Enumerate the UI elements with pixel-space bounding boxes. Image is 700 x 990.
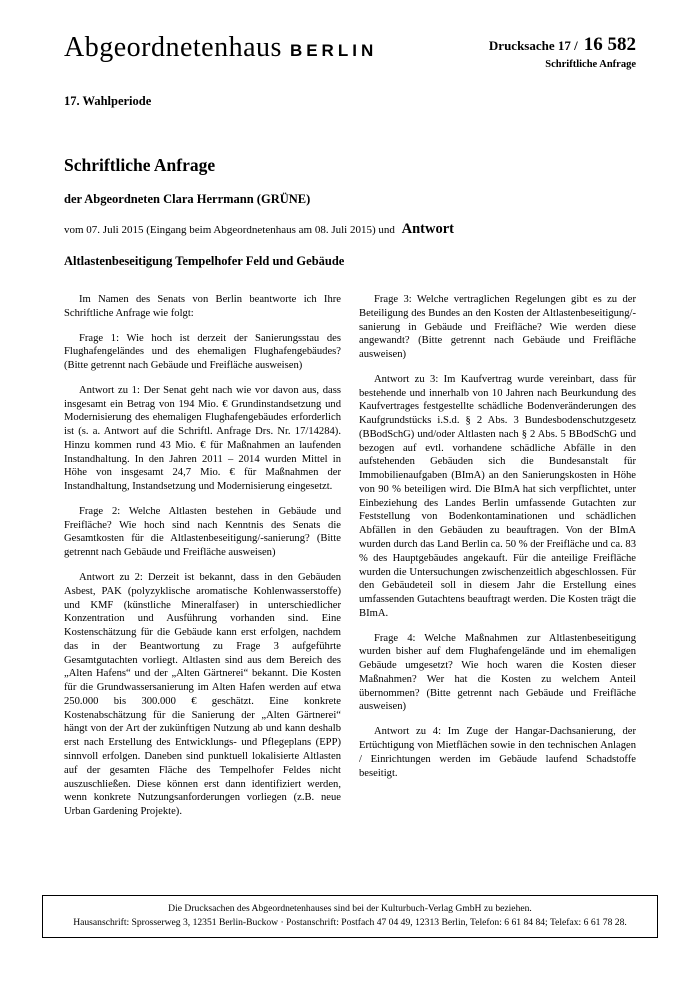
body-right-column (359, 293, 636, 830)
paragraph: Antwort zu 2: Derzeit ist bekannt, dass in den Gebäuden Asbest, PAK (polyzyklische aromatische Kohlenwasserstoffe) und KMF (künstliche Mineralfaser) in unterschiedlicher Konzentration und Ausführung vorhanden sind. Eine Kostenschätzung für die Gebäude kann erst erfolgen, nachdem das in der Beantwortung zu Frage 3 aufgeführte Gesamtgutachten vorliegt. Altlasten sind aus dem Bereich des „Alten Hafens“ und der „Alten Gärtnerei“ bekannt. Die Kosten für die Grundwassersanierung im Alten Hafen werden auf etwa 250.000 bis 300.000 € geschätzt. Eine konkrete Kostenabschätzung für die Sanierung der „Alten Gärtnerei“ hängt von der Art der zukünftigen Nutzung ab und kann deshalb erst nach Erstellung des Entwicklungs- und Pflegeplans (EPP) sinnvoll erfolgen. Daneben sind punktuell lokalisierte Altlasten auf der gesamten Fläche des Tempelhofer Feldes nicht auszuschließen. Diese können erst dann identifiziert werden, wenn konkrete Nutzungsanforderungen vorliegen (z.B. neue Urban Gardening Projekte). (64, 572, 341, 818)
antwort-label: Antwort (401, 221, 454, 237)
document-title: Schriftliche Anfrage (64, 155, 216, 175)
doc-type-label: Schriftliche Anfrage (545, 59, 636, 70)
title-block (0, 155, 700, 269)
paragraph: Frage 3: Welche vertraglichen Regelungen gibt es zu der Beteiligung des Bundes an den Kosten der Altlastenbeseitigung/-sanierung in Gebäude und Freifläche? Wie werden diese angewandt? (Bitte getrennt nach Gebäude und Freifläche ausweisen) (359, 294, 636, 361)
drucksache-line (489, 34, 636, 56)
paragraph: Frage 2: Welche Altlasten bestehen in Gebäude und Freifläche? Wie hoch sind nach Kenntnis des Senats die Gesamtkosten für die Altlastenbeseitigung/-sanierung? (Bitte getrennt nach Gebäude und Freifläche ausweisen) (64, 505, 341, 559)
footer-box (42, 895, 658, 938)
paragraph: Frage 4: Welche Maßnahmen zur Altlastenbeseitigung wurden bisher auf dem Flughafengelände und im ehemaligen Gebäude umgesetzt? Wie hoch waren die Kosten dieser Maßnahmen? Wer hat die Kosten zu welchem Anteil übernommen? (Bitte getrennt nach Gebäude und Freifläche ausweisen) (359, 632, 636, 713)
wahlperiode-label: 17. Wahlperiode (64, 94, 152, 108)
document-header (0, 0, 700, 70)
logo-berlin: BERLIN (289, 41, 378, 60)
date-line (64, 221, 636, 238)
paragraph: Frage 1: Wie hoch ist derzeit der Sanierungsstau des Flughafengeländes und des ehemaligen Flughafengebäudes? (Bitte getrennt nach Gebäude und Freifläche ausweisen) (64, 332, 341, 372)
paragraph: Antwort zu 4: Im Zuge der Hangar-Dachsanierung, der Ertüchtigung von Mietflächen sowie in den technischen Anlagen / Einrichtungen werden im Gebäude laufend Schadstoffe beseitigt. (359, 726, 636, 779)
paragraph: Im Namen des Senats von Berlin beantworte ich Ihre Schriftliche Anfrage wie folgt: (64, 294, 341, 319)
date-text: vom 07. Juli 2015 (Eingang beim Abgeordnetenhaus am 08. Juli 2015) und (64, 224, 395, 236)
drucksache-number: 16 582 (583, 34, 636, 55)
logo (64, 32, 377, 64)
footer-line-1: Die Drucksachen des Abgeordnetenhauses sind bei der Kulturbuch-Verlag GmbH zu beziehen. (168, 903, 532, 915)
drucksache-reference (489, 34, 636, 70)
logo-abgeordnetenhaus: Abgeordnetenhaus (64, 32, 282, 63)
paragraph: Antwort zu 3: Im Kaufvertrag wurde vereinbart, dass für bestehende und innerhalb von 10 Jahren nach Beurkundung des Kaufvertrages festgestellte schädliche Bodenveränderungen des Kaufgrundstücks i.S.d. § 2 Abs. 3 Bundesbodenschutzgesetz (BBodSchG) und/oder Altlasten nach § 2 Abs. 5 BBodSchG und bezogen auf evtl. vorhandene schädliche Abfälle in den aufstehenden Gebäuden sich die Bundesanstalt für Immobilienaufgaben (BImA) an den Sanierungskosten in Höhe von 90 % beteiligen wird. Die BImA hat sich verpflichtet, unter Einbeziehung des Landes Berlin umfassende Gutachten zur Feststellung von Bodenkontaminationen und schädlichen Abfällen in den Gebäuden zu beauftragen. Von der BImA wurden durch das Land Berlin ca. 50 % der Freifläche und ca. 83 % des Hauptgebäudes angekauft. Für die anteilige Freifläche wurden die Untersuchungen zwischenzeitlich abgeschlossen. Für den Gebäudeteil soll in diesem Jahr die Erstellung eines umfassenden Gutachtens beauftragt werden. Die Kosten trägt die BImA. (359, 373, 636, 619)
subject-line: Altlastenbeseitigung Tempelhofer Feld und Gebäude (64, 254, 345, 268)
paragraph: Antwort zu 1: Der Senat geht nach wie vor davon aus, dass insgesamt ein Betrag von 194 Mio. € Grundinstandsetzung und Modernisierung des ehemaligen Flughafengebäudes erforderlich ist (s. a. Antwort auf die Schriftl. Anfrage Drs. Nr. 17/14284). Hinzu kommen rund 43 Mio. € für Maßnahmen an laufenden Instandhaltung. In den Jahren 2011 – 2014 wurden Mittel in Höhe von insgesamt 24,7 Mio. € für Maßnahmen der Instandhaltung, Instandsetzung und Modernisierung eingesetzt. (64, 384, 341, 493)
footer-line-2: Hausanschrift: Sprosserweg 3, 12351 Berlin-Buckow · Postanschrift: Postfach 47 04 49, 12313 Berlin, Telefon: 6 61 84 84; Telefax: 6 61 78 28. (73, 917, 627, 929)
author-line: der Abgeordneten Clara Herrmann (GRÜNE) (64, 192, 311, 206)
drucksache-label: Drucksache 17 / (488, 38, 578, 53)
body-left-column (64, 293, 341, 830)
body-columns (0, 293, 700, 830)
